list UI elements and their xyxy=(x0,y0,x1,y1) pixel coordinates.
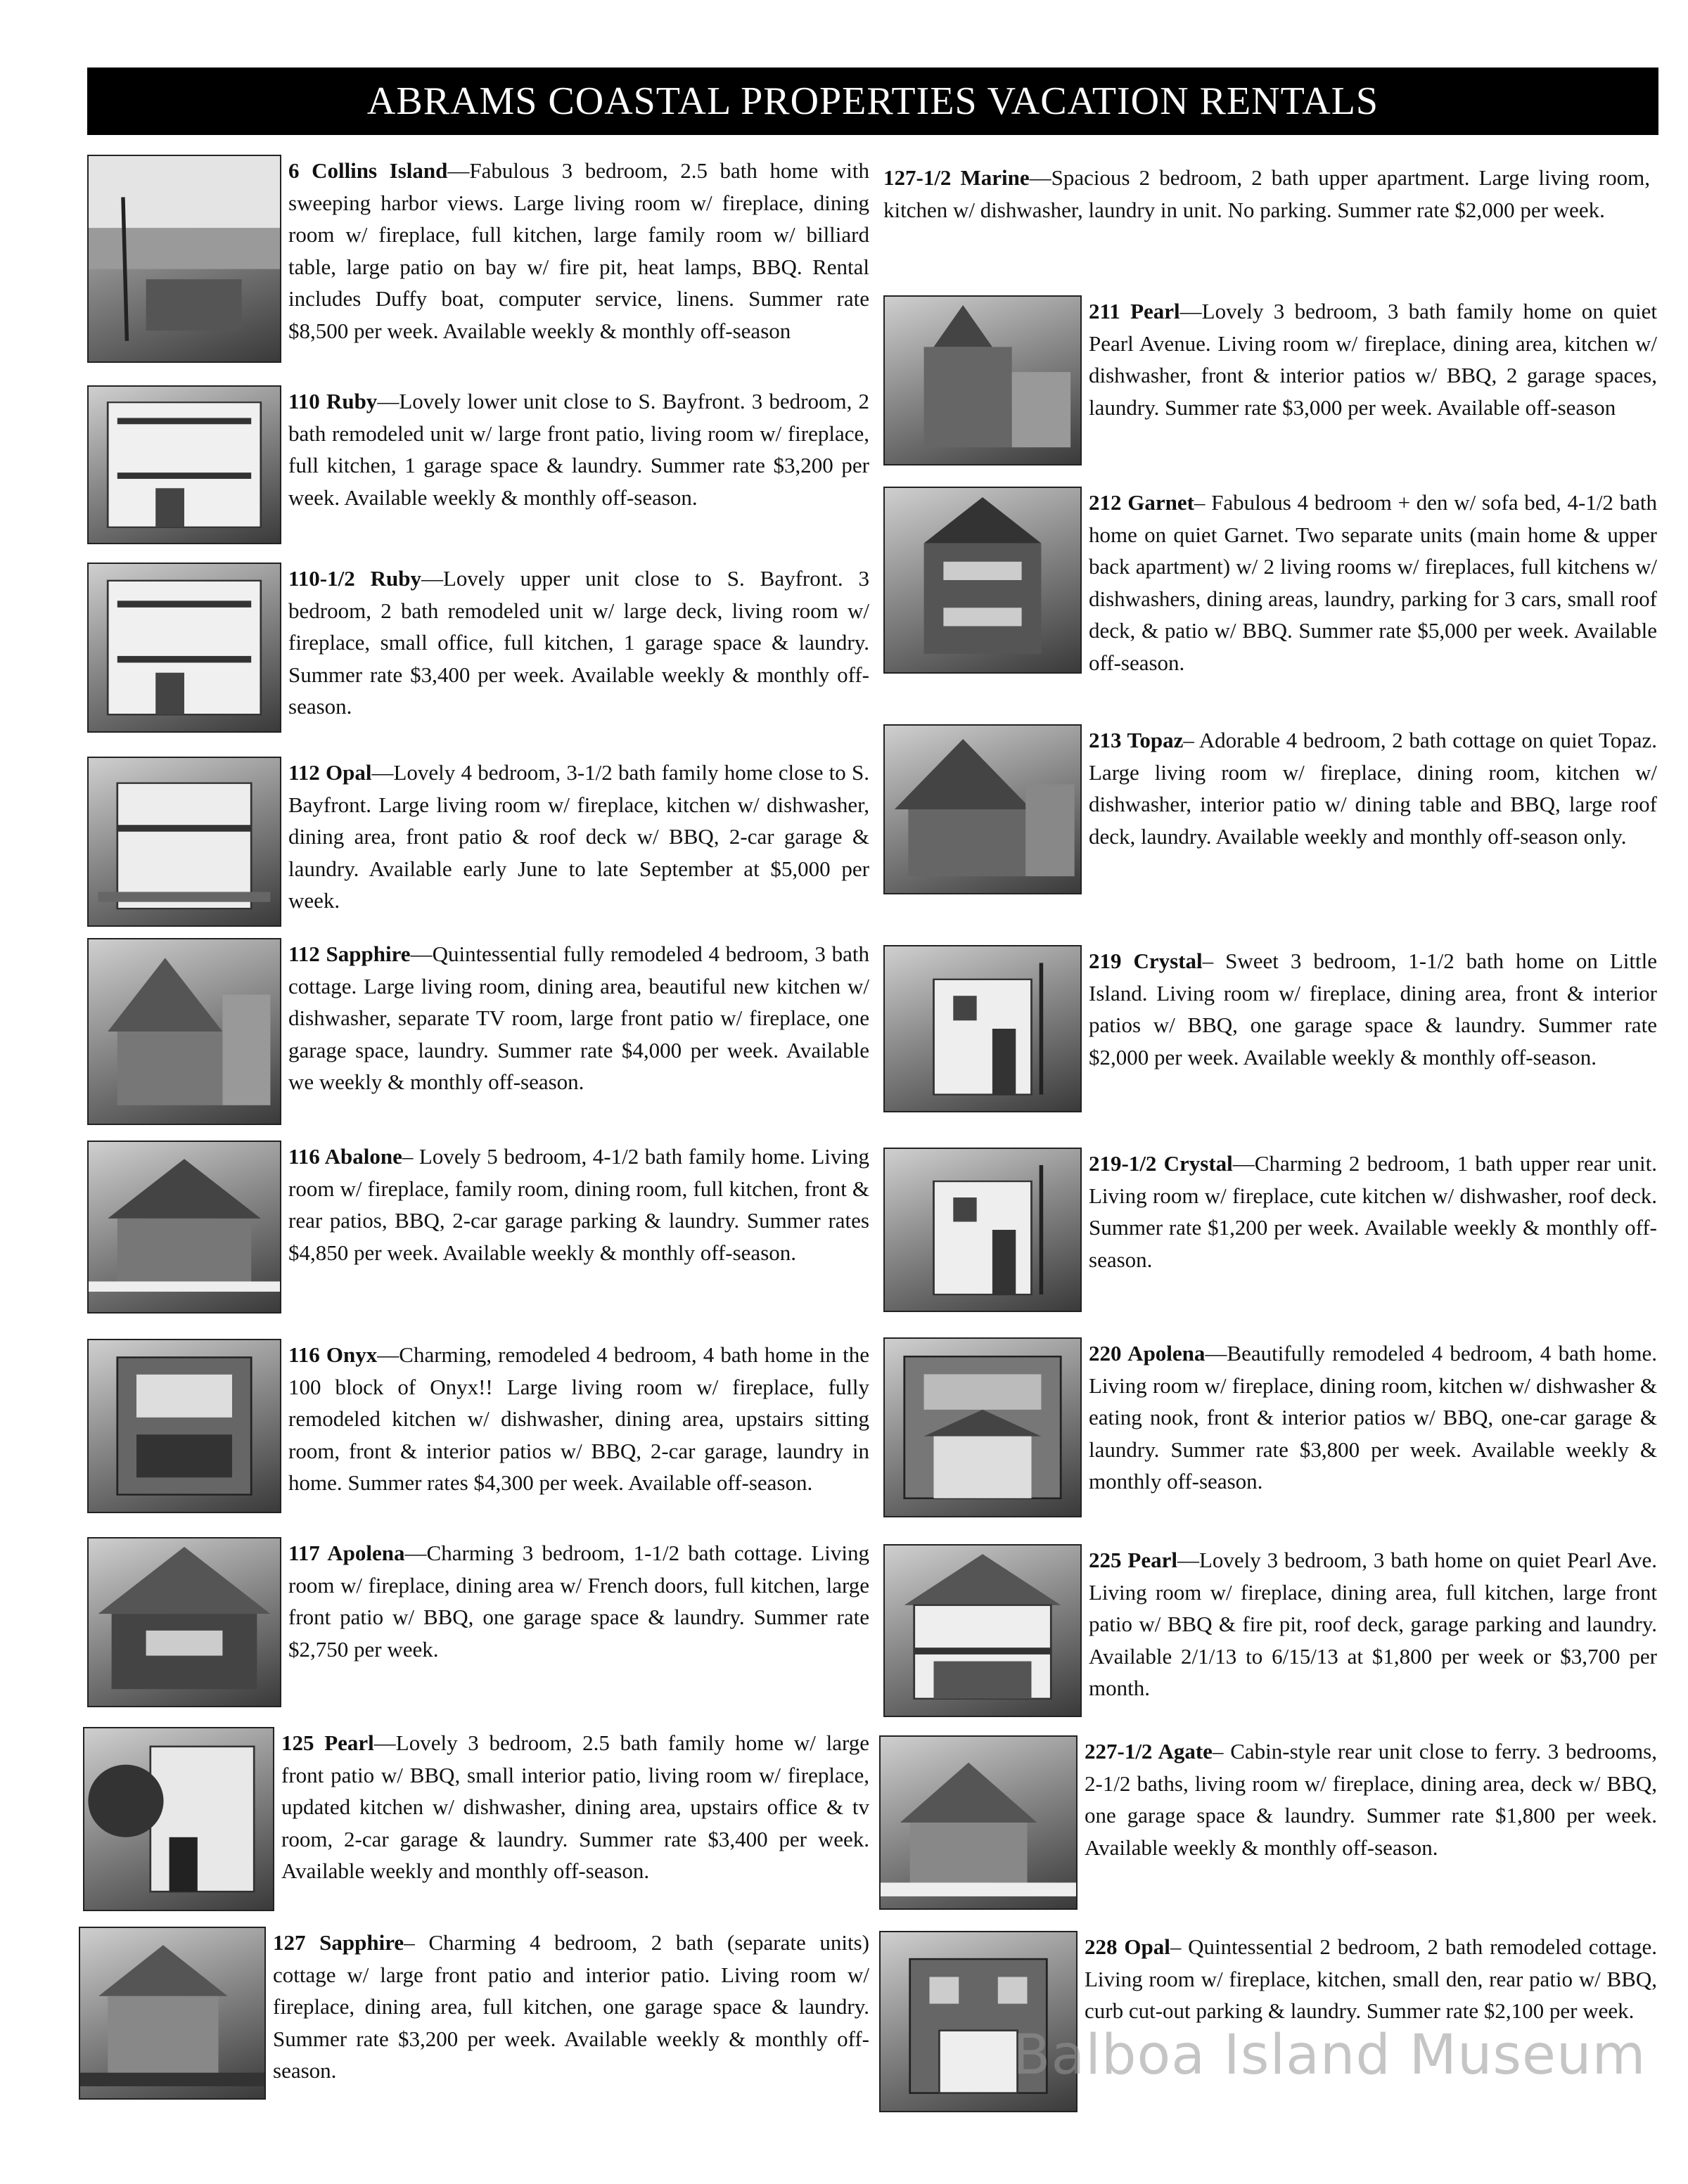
property-photo xyxy=(883,1148,1082,1312)
listing-6-collins-island xyxy=(87,155,869,363)
listing-address: 117 Apolena xyxy=(288,1541,405,1565)
listing-description: 225 Pearl—Lovely 3 bedroom, 3 bath home on quiet Pearl Ave. Living room w/ fireplace, dining area, full kitchen, large front patio w/ BBQ & fire pit, roof deck, garage parking and laundry. Available 2/1/13 to 6/15/13 at $1,800 per week or $3,700 per month. xyxy=(1089,1548,1657,1700)
listing-description: 219 Crystal– Sweet 3 bedroom, 1-1/2 bath home on Little Island. Living room w/ fireplace, dining area, front & interior patios w/ BBQ, one garage space & laundry. Summer rate $2,000 per week. Available weekly & monthly off-season. xyxy=(1089,949,1658,1069)
listing-address: 6 Collins Island xyxy=(288,158,448,183)
property-photo xyxy=(87,563,281,733)
listing-127-1-2-marine xyxy=(883,162,1657,226)
listing-110-1-2-ruby xyxy=(87,563,869,733)
property-photo xyxy=(883,1544,1082,1717)
listing-address: 228 Opal xyxy=(1085,1934,1170,1959)
listing-description: 116 Abalone– Lovely 5 bedroom, 4-1/2 bath family home. Living room w/ fireplace, family room, dining room, full kitchen, front & rear patios, BBQ, 2-car garage parking & laundry. Summer rates $4,850 per week. Available weekly & monthly off-season. xyxy=(288,1144,869,1265)
listing-address: 110 Ruby xyxy=(288,389,378,413)
listing-description: 116 Onyx—Charming, remodeled 4 bedroom, 4 bath home in the 100 block of Onyx!! Large living room w/ fireplace, fully remodeled kitchen w/ dishwasher, dining area, upstairs sitting room, front & interior patios w/ BBQ, 2-car garage, laundry in home. Summer rates $4,300 per week. Available off-season. xyxy=(288,1342,869,1495)
listing-117-apolena xyxy=(87,1537,869,1707)
listing-address: 220 Apolena xyxy=(1089,1341,1206,1366)
listing-description: 117 Apolena—Charming 3 bedroom, 1-1/2 bath cottage. Living room w/ fireplace, dining area w/ French doors, full kitchen, large front patio w/ BBQ, one garage space & laundry. Summer rate $2,750 per week. xyxy=(288,1541,869,1662)
listing-address: 227-1/2 Agate xyxy=(1085,1739,1213,1764)
listing-211-pearl xyxy=(883,295,1657,465)
listing-address: 112 Opal xyxy=(288,760,372,785)
listing-address: 127 Sapphire xyxy=(273,1930,404,1955)
listing-description: 6 Collins Island—Fabulous 3 bedroom, 2.5 bath home with sweeping harbor views. Large living room w/ fireplace, dining room w/ fireplace, full kitchen, large family room w/ billiard table, large patio on bay w/ fire pit, heat lamps, BBQ. Rental includes Duffy boat, computer service, linens. Summer rate $8,500 per week. Available weekly & monthly off-season xyxy=(288,158,869,343)
listing-description: 112 Opal—Lovely 4 bedroom, 3-1/2 bath family home close to S. Bayfront. Large living room w/ fireplace, kitchen w/ dishwasher, dining area, front patio & roof deck w/ BBQ, 2-car garage & laundry. Available early June to late September at $5,000 per week. xyxy=(288,760,869,913)
listing-address: 116 Abalone xyxy=(288,1144,402,1169)
title-banner xyxy=(87,68,1658,135)
listing-125-pearl xyxy=(83,1727,869,1911)
listing-address: 213 Topaz xyxy=(1089,728,1184,752)
property-photo xyxy=(87,757,281,927)
listing-description: 127-1/2 Marine—Spacious 2 bedroom, 2 bath upper apartment. Large living room, kitchen w/ dishwasher, laundry in unit. No parking. Summer rate $2,000 per week. xyxy=(883,165,1650,222)
listing-address: 125 Pearl xyxy=(281,1730,374,1755)
property-photo xyxy=(883,945,1082,1112)
listing-address: 127-1/2 Marine xyxy=(883,165,1030,190)
property-photo xyxy=(879,1735,1078,1910)
property-photo xyxy=(883,295,1082,465)
listing-description: 211 Pearl—Lovely 3 bedroom, 3 bath family home on quiet Pearl Avenue. Living room w/ fireplace, dining area, kitchen w/ dishwasher, front & interior patios w/ BBQ, 2 garage spaces, laundry. Summer rate $3,000 per week. Available off-season xyxy=(1089,299,1658,420)
listing-address: 116 Onyx xyxy=(288,1342,378,1367)
listing-description: 127 Sapphire– Charming 4 bedroom, 2 bath (separate units) cottage w/ large front patio and interior patio. Living room w/ fireplace, dining area, full kitchen, one garage space & laundry. Summer rate $3,200 per week. Available weekly & monthly off-season. xyxy=(273,1930,869,2083)
page-title: ABRAMS COASTAL PROPERTIES VACATION RENTALS xyxy=(366,79,1379,123)
property-photo xyxy=(87,1141,281,1313)
listing-description: 220 Apolena—Beautifully remodeled 4 bedroom, 4 bath home. Living room w/ fireplace, dining room, kitchen w/ dishwasher & eating nook, front & interior patios w/ BBQ, one-car garage & laundry. Summer rate $3,800 per week. Available weekly & monthly off-season. xyxy=(1089,1341,1657,1494)
property-photo xyxy=(883,487,1082,674)
property-photo xyxy=(83,1727,274,1911)
listing-description: 110 Ruby—Lovely lower unit close to S. Bayfront. 3 bedroom, 2 bath remodeled unit w/ large front patio, living room w/ fireplace, full kitchen, 1 garage space & laundry. Summer rate $3,200 per week. Available weekly & monthly off-season. xyxy=(288,389,869,510)
property-photo xyxy=(87,1339,281,1513)
listing-219-1-2-crystal xyxy=(883,1148,1657,1312)
property-photo xyxy=(87,385,281,544)
listing-116-abalone xyxy=(87,1141,869,1313)
listing-address: 112 Sapphire xyxy=(288,942,411,966)
listing-description: 213 Topaz– Adorable 4 bedroom, 2 bath cottage on quiet Topaz. Large living room w/ fireplace, dining room, kitchen w/ dishwasher, interior patio w/ dining table and BBQ, large roof deck, laundry. Available weekly and monthly off-season only. xyxy=(1089,728,1657,849)
listing-address: 110-1/2 Ruby xyxy=(288,566,421,591)
listing-213-topaz xyxy=(883,724,1657,894)
listing-112-opal xyxy=(87,757,869,927)
listing-description: 212 Garnet– Fabulous 4 bedroom + den w/ sofa bed, 4-1/2 bath home on quiet Garnet. Two separate units (main home & upper back apartment) w/ 2 living rooms w/ fireplaces, full kitchens w/ dishwashers, dining areas, laundry, parking for 3 cars, small roof deck, & patio w/ BBQ. Summer rate $5,000 per week. Available off-season. xyxy=(1089,490,1658,675)
listing-description: 228 Opal– Quintessential 2 bedroom, 2 bath remodeled cottage. Living room w/ fireplace, kitchen, small den, rear patio w/ BBQ, curb cut-out parking & laundry. Summer rate $2,100 per week. xyxy=(1085,1934,1658,2023)
listing-description: 110-1/2 Ruby—Lovely upper unit close to S. Bayfront. 3 bedroom, 2 bath remodeled unit w/ large deck, living room w/ fireplace, small office, full kitchen, 1 garage space & laundry. Summer rate $3,400 per week. Available weekly & monthly off-season. xyxy=(288,566,869,719)
listing-description: 112 Sapphire—Quintessential fully remodeled 4 bedroom, 3 bath cottage. Large living room, dining area, beautiful new kitchen w/ dishwasher, separate TV room, large front patio w/ fireplace, one garage space, laundry. Summer rate $4,000 per week. Available we weekly & monthly off-season. xyxy=(288,942,869,1094)
property-photo xyxy=(87,1537,281,1707)
property-photo xyxy=(79,1927,266,2100)
listing-address: 212 Garnet xyxy=(1089,490,1194,515)
property-photo xyxy=(87,938,281,1125)
property-photo xyxy=(883,724,1082,894)
listing-220-apolena xyxy=(883,1337,1657,1517)
listing-address: 225 Pearl xyxy=(1089,1548,1177,1572)
property-photo xyxy=(883,1337,1082,1517)
museum-watermark: Balboa Island Museum xyxy=(1013,2024,1647,2087)
listing-116-onyx xyxy=(87,1339,869,1513)
listing-description: 227-1/2 Agate– Cabin-style rear unit close to ferry. 3 bedrooms, 2-1/2 baths, living room w/ fireplace, dining area, deck w/ BBQ, one garage space & laundry. Summer rate $1,800 per week. Available weekly & monthly off-season. xyxy=(1085,1739,1657,1860)
listing-description: 219-1/2 Crystal—Charming 2 bedroom, 1 bath upper rear unit. Living room w/ fireplace, cute kitchen w/ dishwasher, roof deck. Summer rate $1,200 per week. Available weekly & monthly off-season. xyxy=(1089,1151,1657,1272)
property-photo xyxy=(87,155,281,363)
listing-address: 219-1/2 Crystal xyxy=(1089,1151,1233,1176)
listing-227-1-2-agate xyxy=(879,1735,1657,1910)
listing-212-garnet xyxy=(883,487,1657,679)
listing-address: 211 Pearl xyxy=(1089,299,1180,323)
listing-110-ruby xyxy=(87,385,869,544)
listing-description: 125 Pearl—Lovely 3 bedroom, 2.5 bath family home w/ large front patio w/ BBQ, small interior patio, living room w/ fireplace, updated kitchen w/ dishwasher, dining area, upstairs office & tv room, 2-car garage & laundry. Summer rate $3,400 per week. Available weekly and monthly off-season. xyxy=(281,1730,869,1883)
listing-127-sapphire xyxy=(79,1927,869,2100)
listing-112-sapphire xyxy=(87,938,869,1125)
listing-219-crystal xyxy=(883,945,1657,1112)
listing-225-pearl xyxy=(883,1544,1657,1717)
listing-address: 219 Crystal xyxy=(1089,949,1203,973)
